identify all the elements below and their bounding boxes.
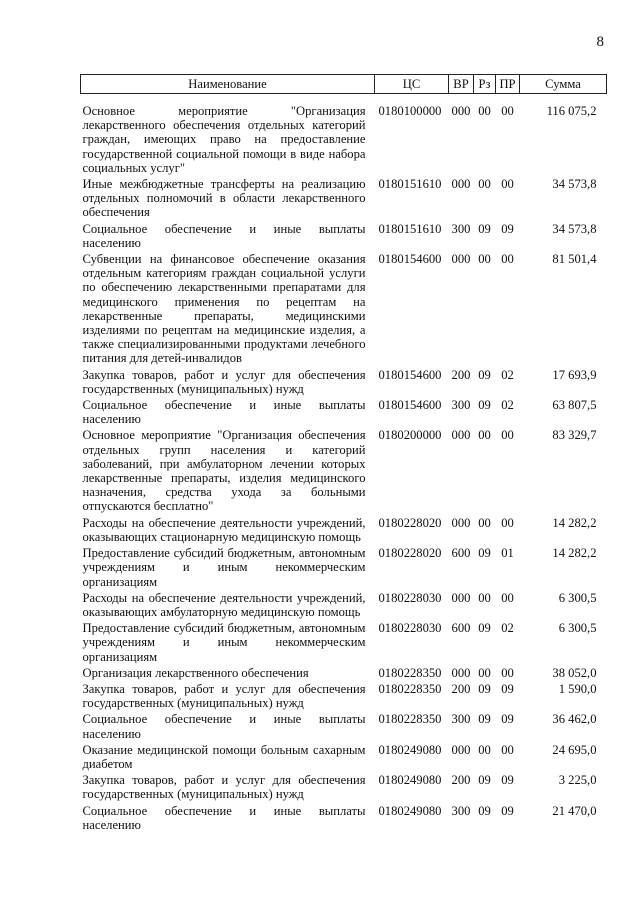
row-cs-code: 0180228350: [378, 712, 442, 727]
row-cs-code: 0180151610: [378, 177, 442, 192]
row-cs-code: 0180100000: [378, 104, 442, 118]
row-cs-code: 0180228020: [378, 546, 442, 561]
row-pr-code: 00: [501, 104, 514, 118]
row-pr-code: 09: [501, 221, 514, 236]
row-vr-code: 200: [451, 367, 471, 382]
row-rz-code: 09: [478, 221, 491, 236]
row-rz-code: 00: [478, 515, 491, 530]
row-vr-code: 000: [451, 665, 471, 680]
table-row: [81, 176, 607, 221]
row-name: Предоставление субсидий бюджетным, автономным учреждениям и иным некоммерческим организациям: [82, 546, 366, 589]
row-pr-code: 02: [501, 367, 514, 382]
row-vr-code: 200: [451, 681, 471, 696]
table-row: [81, 711, 607, 741]
row-name: Социальное обеспечение и иные выплаты населению: [82, 712, 366, 741]
row-name: Закупка товаров, работ и услуг для обеспечения государственных (муниципальных) нужд: [82, 773, 366, 802]
row-cs-code: 0180228020: [378, 515, 442, 530]
row-vr-code: 000: [451, 177, 471, 192]
row-pr-code: 00: [501, 177, 514, 192]
row-rz-code: 09: [478, 546, 491, 561]
table-body: [81, 94, 607, 833]
row-pr-code: 09: [501, 681, 514, 696]
table-header: [81, 75, 607, 94]
row-rz-code: 09: [478, 803, 491, 818]
header-pr: ПР: [496, 75, 520, 94]
row-name: Закупка товаров, работ и услуг для обеспечения государственных (муниципальных) нужд: [82, 681, 366, 711]
row-vr-code: 200: [451, 773, 471, 788]
table-row: [81, 221, 607, 251]
row-pr-code: 00: [501, 428, 514, 443]
row-pr-code: 01: [501, 546, 514, 561]
table-row: [81, 742, 607, 772]
row-pr-code: 02: [501, 398, 514, 413]
row-sum: 116 075,2: [546, 104, 597, 118]
row-sum: 6 300,5: [558, 621, 597, 636]
row-name: Предоставление субсидий бюджетным, автономным учреждениям и иным некоммерческим организациям: [82, 621, 366, 664]
table-row: [81, 94, 607, 177]
row-rz-code: 09: [478, 621, 491, 636]
row-pr-code: 00: [501, 252, 514, 267]
row-vr-code: 000: [451, 428, 471, 443]
row-rz-code: 00: [478, 104, 491, 118]
table-row: [81, 397, 607, 427]
row-rz-code: 00: [478, 590, 491, 605]
row-vr-code: 000: [451, 742, 471, 757]
table-row: [81, 515, 607, 545]
row-name: Расходы на обеспечение деятельности учреждений, оказывающих амбулаторную медицинскую помощь: [82, 590, 366, 619]
row-cs-code: 0180249080: [378, 803, 442, 818]
row-rz-code: 00: [478, 177, 491, 192]
row-cs-code: 0180228350: [378, 665, 442, 680]
row-name: Социальное обеспечение и иные выплаты населению: [82, 803, 366, 832]
row-cs-code: 0180154600: [378, 252, 442, 267]
row-vr-code: 300: [451, 221, 471, 236]
row-vr-code: 600: [451, 621, 471, 636]
row-sum: 14 282,2: [552, 515, 597, 530]
row-rz-code: 00: [478, 428, 491, 443]
row-sum: 34 573,8: [552, 221, 597, 236]
header-cs: ЦС: [375, 75, 449, 94]
row-vr-code: 300: [451, 398, 471, 413]
row-vr-code: 000: [451, 515, 471, 530]
budget-table: [80, 74, 607, 833]
row-sum: 17 693,9: [552, 367, 597, 382]
row-name: Иные межбюджетные трансферты на реализацию отдельных полномочий в области лекарственного обеспечения: [82, 177, 366, 220]
row-rz-code: 09: [478, 773, 491, 788]
row-sum: 3 225,0: [558, 773, 597, 788]
row-cs-code: 0180228030: [378, 590, 442, 605]
table-row: [81, 251, 607, 367]
row-vr-code: 000: [451, 590, 471, 605]
row-name: Основное мероприятие "Организация лекарственного обеспечения отдельных категорий граждан, имеющих право на предоставление государственной социальной помощи в виде набора социальных услуг": [82, 104, 366, 175]
row-sum: 21 470,0: [552, 803, 597, 818]
page-number: 8: [596, 34, 604, 50]
row-sum: 81 501,4: [552, 252, 597, 267]
table-row: [81, 665, 607, 681]
row-rz-code: 09: [478, 367, 491, 382]
row-name: Закупка товаров, работ и услуг для обеспечения государственных (муниципальных) нужд: [82, 367, 366, 396]
row-name: Субвенции на финансовое обеспечение оказания отдельным категориям граждан социальной услуги по обеспечению лекарственными препаратами для медицинского применения по рецептам на лекарственные препараты, медицинскими изделиями по рецептам на медицинские изделия, а также специализированными продуктами лечебного питания для детей-инвалидов: [82, 252, 366, 366]
row-name: Оказание медицинской помощи больным сахарным диабетом: [82, 742, 366, 771]
row-vr-code: 600: [451, 546, 471, 561]
row-pr-code: 00: [501, 742, 514, 757]
row-sum: 34 573,8: [552, 177, 597, 192]
row-sum: 1 590,0: [558, 681, 597, 696]
row-sum: 63 807,5: [552, 398, 597, 413]
header-sum: Сумма: [520, 75, 607, 94]
row-sum: 14 282,2: [552, 546, 597, 561]
row-rz-code: 00: [478, 665, 491, 680]
table-row: [81, 367, 607, 397]
row-pr-code: 00: [501, 665, 514, 680]
table-row: [81, 620, 607, 665]
row-rz-code: 00: [478, 742, 491, 757]
row-sum: 36 462,0: [552, 712, 597, 727]
row-rz-code: 00: [478, 252, 491, 267]
row-pr-code: 09: [501, 712, 514, 727]
row-cs-code: 0180151610: [378, 221, 442, 236]
header-vr: ВР: [449, 75, 474, 94]
table-row: [81, 545, 607, 590]
row-cs-code: 0180154600: [378, 398, 442, 413]
row-pr-code: 02: [501, 621, 514, 636]
row-cs-code: 0180228350: [378, 681, 442, 696]
table-row: [81, 590, 607, 620]
row-name: Организация лекарственного обеспечения: [82, 665, 309, 680]
row-name: Социальное обеспечение и иные выплаты населению: [82, 221, 366, 250]
row-pr-code: 00: [501, 515, 514, 530]
row-sum: 38 052,0: [552, 665, 597, 680]
table-row: [81, 681, 607, 711]
table-row: [81, 427, 607, 514]
row-sum: 6 300,5: [558, 590, 597, 605]
row-vr-code: 300: [451, 712, 471, 727]
row-vr-code: 000: [451, 252, 471, 267]
table-row: [81, 803, 607, 833]
table-row: [81, 772, 607, 802]
header-rz: Рз: [474, 75, 496, 94]
row-vr-code: 000: [451, 104, 471, 118]
row-vr-code: 300: [451, 803, 471, 818]
row-pr-code: 00: [501, 590, 514, 605]
row-rz-code: 09: [478, 681, 491, 696]
row-sum: 24 695,0: [552, 742, 597, 757]
row-pr-code: 09: [501, 803, 514, 818]
row-pr-code: 09: [501, 773, 514, 788]
row-cs-code: 0180200000: [378, 428, 442, 443]
row-name: Социальное обеспечение и иные выплаты населению: [82, 398, 366, 427]
row-cs-code: 0180249080: [378, 773, 442, 788]
row-cs-code: 0180154600: [378, 367, 442, 382]
row-cs-code: 0180249080: [378, 742, 442, 757]
row-sum: 83 329,7: [552, 428, 597, 443]
row-cs-code: 0180228030: [378, 621, 442, 636]
header-name: Наименование: [81, 75, 375, 94]
row-rz-code: 09: [478, 398, 491, 413]
row-name: Расходы на обеспечение деятельности учреждений, оказывающих стационарную медицинскую помощь: [82, 515, 366, 544]
row-name: Основное мероприятие "Организация обеспечения отдельных групп населения и категорий заболеваний, при амбулаторном лечении которых лекарственные препараты, изделия медицинского назначения, средства ухода за больными отпускаются бесплатно": [82, 428, 366, 514]
row-rz-code: 09: [478, 712, 491, 727]
